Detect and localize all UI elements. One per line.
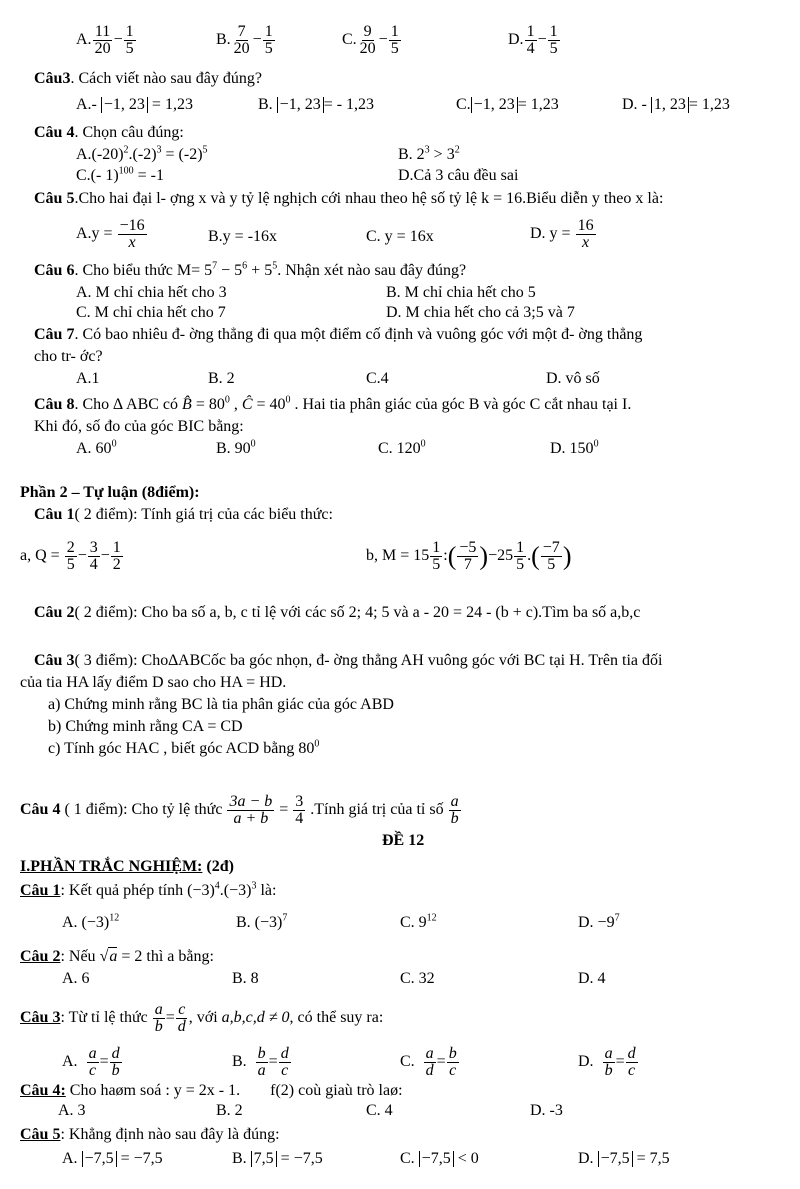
mc3-option-b: B. $\frac{b}{a}$ = $\frac{d}{c}$ (232, 1045, 289, 1079)
q8-option-b: B. $90^0$ (216, 438, 256, 457)
q7-option-a: A.1 (76, 370, 100, 387)
q5-option-d: D. y = $\frac{16}{x}$ (530, 217, 594, 251)
mc-question-1: Câu 1: Kết quả phép tính $(-3)^4.(-3)^3$ là: (20, 880, 277, 899)
mc4-option-b: B. 2 (216, 1102, 243, 1119)
q7-option-d: D. vô số (546, 370, 600, 387)
mc1-option-c: C. $9^{12}$ (400, 912, 437, 931)
q3-option-b: B. −1, 23 = - 1,23 (258, 96, 375, 113)
question-8-cont: Khi đó, số đo của góc BIC bằng: (34, 418, 244, 435)
mc3-option-a: A. $\frac{a}{c}$ = $\frac{d}{b}$ (62, 1045, 120, 1079)
mc2-option-d: D. 4 (578, 970, 606, 987)
question-6: Câu 6. Cho biểu thức $M= 5^7 - 5^6 + 5^5$. Nhận xét nào sau đây đúng? (34, 260, 467, 279)
essay-question-4: Câu 4 ( 1 điểm): Cho tỷ lệ thức $\frac{3a - b}{a + b}$ = $\frac{3}{4}$ .Tính giá trị của tỉ số $\frac{a}{b}$ (20, 793, 459, 827)
mc2-option-a: A. 6 (62, 970, 90, 987)
mc4-option-c: C. 4 (366, 1102, 393, 1119)
mc-question-4: Câu 4: Cho haøm soá : y = 2x - 1. f(2) coù giaù trò laø: (20, 1082, 403, 1099)
question-4: Câu 4. Chọn câu đúng: (34, 124, 184, 141)
question-3: Câu3. Cách viết nào sau đây đúng? (34, 70, 262, 87)
mc5-option-a: A. −7,5 = −7,5 (62, 1150, 163, 1167)
essay-q1-part-a: a, Q = $\frac{2}{5}$ − $\frac{3}{4}$ − $\frac{1}{2}$ (20, 539, 121, 573)
q5-option-a: A.y = $\frac{-16}{x}$ (76, 217, 145, 251)
q7-option-c: C.4 (366, 370, 389, 387)
q6-option-c: C. M chỉ chia hết cho 7 (76, 304, 226, 321)
mc-question-3: Câu 3: Từ tỉ lệ thức $\frac{a}{b}$ = $\frac{c}{d}$ , với a,b,c,d ≠ 0, có thể suy ra: (20, 1001, 384, 1035)
q8-option-d: D. $150^0$ (550, 438, 599, 457)
mc5-option-c: C. −7,5 < 0 (400, 1150, 479, 1167)
option-d: D. $\frac{1}{4}$ − $\frac{1}{5}$ (508, 23, 558, 57)
q7-option-b: B. 2 (208, 370, 235, 387)
essay-question-1: Câu 1( 2 điểm): Tính giá trị của các biểu thức: (34, 506, 333, 523)
essay-q3-part-c: c) Tính góc HAC , biết góc ACD bằng $80^0$ (48, 738, 320, 757)
mc5-option-b: B. 7,5 = −7,5 (232, 1150, 323, 1167)
option-c: C. $\frac{9}{20}$ − $\frac{1}{5}$ (342, 23, 399, 57)
essay-question-3: Câu 3( 3 điểm): Cho∆ABCốc ba góc nhọn, đ- ờng thẳng AH vuông góc với BC tại H. Trên tia đối (34, 652, 663, 669)
q8-option-c: C. $120^0$ (378, 438, 426, 457)
q4-option-b: B. $2^3 > 3^2$ (398, 144, 460, 163)
mc-question-2: Câu 2: Nếu √a = 2 thì a bằng: (20, 948, 214, 965)
mc3-option-c: C. $\frac{a}{d}$ = $\frac{b}{c}$ (400, 1045, 457, 1079)
q4-option-a: $A.(-20)^2.(-2)^3 = (-2)^5$ (76, 144, 208, 163)
mc1-option-a: A. $(-3)^{12}$ (62, 912, 120, 931)
question-7-cont: cho tr- ớc? (34, 348, 103, 365)
exam-title: ĐỀ 12 (382, 832, 425, 849)
essay-q3-part-a: a) Chứng minh rằng BC là tia phân giác của góc ABD (48, 696, 394, 713)
q6-option-d: D. M chia hết cho cả 3;5 và 7 (386, 304, 575, 321)
option-b: B. $\frac{7}{20}$ − $\frac{1}{5}$ (216, 23, 273, 57)
essay-q1-part-b: b, M = 15 $\frac{1}{5}$ :( $\frac{-5}{7}$ )−25 $\frac{1}{5}$ .( $\frac{-7}{5}$ ) (366, 539, 572, 573)
q4-option-c: C.(- 1)$^{100}$ = -1 (76, 165, 165, 184)
part-2-heading: Phần 2 – Tự luận (8điểm): (20, 484, 200, 501)
q6-option-a: A. M chỉ chia hết cho 3 (76, 284, 227, 301)
essay-question-2: Câu 2( 2 điểm): Cho ba số a, b, c tỉ lệ với các số 2; 4; 5 và a - 20 = 24 - (b + c).Tìm ba số a,b,c (34, 604, 641, 621)
mc2-option-c: C. 32 (400, 970, 435, 987)
essay-question-3-cont: của tia HA lấy điểm D sao cho HA = HD. (20, 674, 287, 691)
q3-option-a: A.- −1, 23 = 1,23 (76, 96, 193, 113)
q5-option-c: C. y = 16x (366, 228, 434, 245)
q8-option-a: A. $60^0$ (76, 438, 117, 457)
mc4-option-a: A. 3 (58, 1102, 86, 1119)
q3-option-c: C. −1, 23 = 1,23 (456, 96, 559, 113)
question-5: Câu 5.Cho hai đại l- ợng x và y tỷ lệ nghịch cới nhau theo hệ số tỷ lệ k = 16.Biểu diễn y theo x là: (34, 190, 664, 207)
option-a: A. $\frac{11}{20}$ − $\frac{1}{5}$ (76, 23, 134, 57)
q5-option-b: B.y = -16x (208, 228, 278, 245)
mc4-option-d: D. -3 (530, 1102, 563, 1119)
q4-option-d: D.Cả 3 câu đều sai (398, 167, 519, 184)
q3-option-d: D. - 1, 23 = 1,23 (622, 96, 730, 113)
question-7: Câu 7. Có bao nhiêu đ- ờng thẳng đi qua một điểm cố định và vuông góc với một đ- ờng thẳng (34, 326, 643, 343)
mc1-option-d: D. $-9^7$ (578, 912, 620, 931)
mc5-option-d: D. −7,5 = 7,5 (578, 1150, 670, 1167)
section-1-heading: I.PHẦN TRẮC NGHIỆM: (2đ) (20, 858, 234, 875)
q6-option-b: B. M chỉ chia hết cho 5 (386, 284, 536, 301)
essay-q3-part-b: b) Chứng minh rằng CA = CD (48, 718, 243, 735)
mc-question-5: Câu 5: Khẳng định nào sau đây là đúng: (20, 1126, 280, 1143)
mc3-option-d: D. $\frac{a}{b}$ = $\frac{d}{c}$ (578, 1045, 636, 1079)
mc2-option-b: B. 8 (232, 970, 259, 987)
question-8: Câu 8. Cho ∆ ABC có B̂ = $80^0$ , Ĉ = $40^0$ . Hai tia phân giác của góc B và góc C cắt nhau tại I. (34, 394, 632, 413)
mc1-option-b: B. $(-3)^7$ (236, 912, 288, 931)
